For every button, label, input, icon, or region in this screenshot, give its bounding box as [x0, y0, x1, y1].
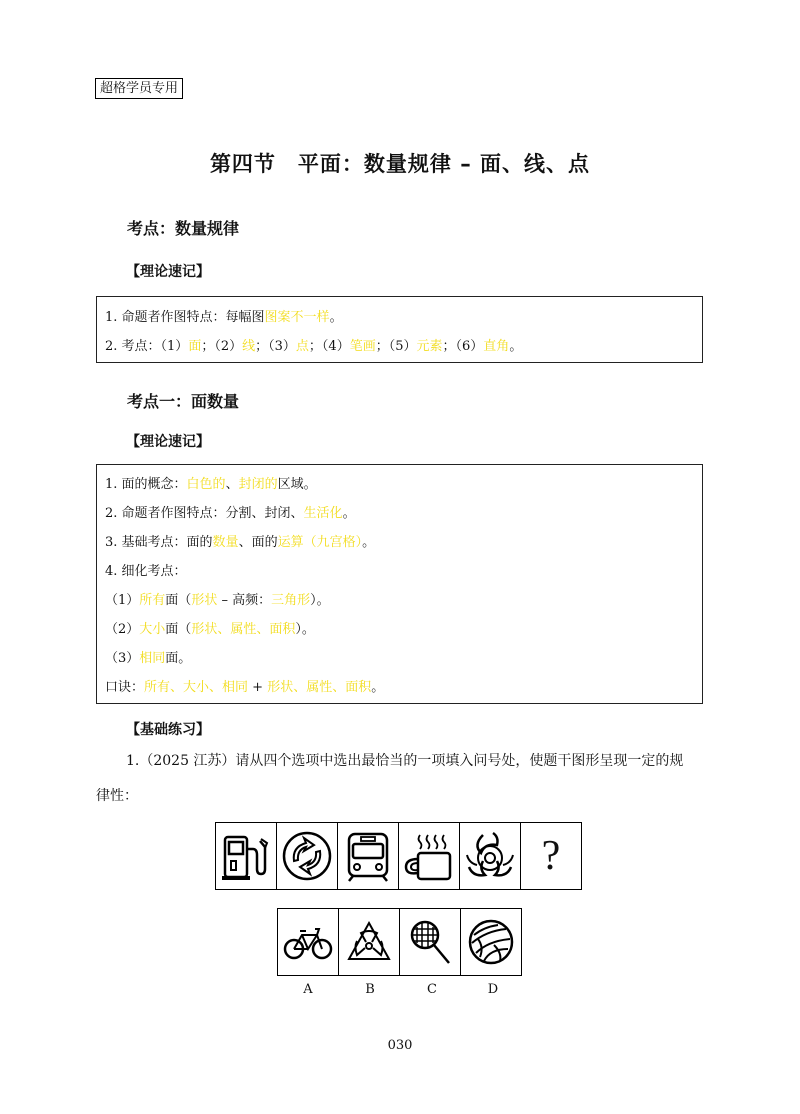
box1-line2-segment-6: ；（4）: [308, 339, 350, 354]
heading-main: 考点：数量规律: [127, 219, 240, 238]
box2-line8-segment-4: 。: [371, 680, 385, 695]
yarn-ball-icon: [464, 915, 518, 969]
option-label-d: D: [487, 982, 499, 997]
box2-line2-segment-1: 生活化: [303, 506, 343, 521]
box2-line1-segment-3: 封闭的: [238, 477, 278, 492]
box1-line2-segment-0: 2. 考点：（1）: [105, 339, 189, 354]
stem-cell-6: [521, 823, 581, 889]
box2-line7-segment-1: 相同: [139, 651, 166, 666]
option-label-a: A: [303, 982, 313, 997]
box2-line3-segment-3: 运算（九宫格）: [277, 535, 363, 550]
box2-line8-segment-2: +: [248, 680, 268, 695]
box2-line3-segment-2: 、面的: [238, 535, 278, 550]
box2-line8-segment-3: 形状、属性、面积: [267, 680, 372, 695]
page-number: 030: [387, 1038, 413, 1053]
box2-line8-segment-1: 所有、大小、相同: [144, 680, 249, 695]
heading-sub: 考点一：面数量: [127, 392, 240, 411]
box2-line-2: [105, 499, 694, 528]
section-title: 第四节 平面：数量规律 – 面、线、点: [209, 152, 591, 176]
box2-line6-segment-0: （2）: [105, 622, 140, 637]
box1-line2-segment-12: 。: [509, 339, 523, 354]
box1-line2-segment-3: 线: [242, 339, 256, 354]
box2-line7-segment-2: 面。: [165, 651, 192, 666]
box2-line5-segment-2: 面（: [165, 593, 192, 608]
badminton-racket-icon: [403, 915, 457, 969]
practice-label: 【基础练习】: [126, 722, 210, 738]
box2-line5-segment-6: ）。: [310, 593, 330, 608]
box1-line2-segment-7: 笔画: [349, 339, 376, 354]
box2-line1-segment-4: 区域。: [277, 477, 317, 492]
theory-box-1: [96, 296, 703, 363]
box2-line1-segment-1: 白色的: [186, 477, 226, 492]
box2-line2-segment-2: 。: [342, 506, 356, 521]
stem-cell-5: [460, 823, 521, 889]
box2-line6-segment-1: 大小: [139, 622, 166, 637]
answer-option-figures: [277, 908, 522, 976]
stem-cell-4: [399, 823, 460, 889]
theory-label-1: 【理论速记】: [126, 264, 210, 280]
box2-line-6: [105, 615, 694, 644]
box1-line2-segment-1: 面: [188, 339, 202, 354]
stem-cell-1: [216, 823, 277, 889]
question-text-line-2: 律性：: [96, 788, 138, 804]
train-icon: [341, 829, 395, 883]
option-cell-b[interactable]: [339, 909, 400, 975]
theory-label-2: 【理论速记】: [126, 434, 210, 450]
bicycle-icon: [281, 915, 335, 969]
hot-coffee-mug-icon: [402, 829, 456, 883]
box1-line-1: [105, 303, 694, 332]
box1-line2-segment-10: ；（6）: [442, 339, 484, 354]
box2-line5-segment-4: – 高频：: [217, 593, 272, 608]
box2-line5-segment-3: 形状: [191, 593, 218, 608]
box2-line-3: [105, 528, 694, 557]
box2-line-4: [105, 557, 694, 586]
fuel-pump-icon: [219, 829, 273, 883]
box2-line3-segment-0: 3. 基础考点：面的: [105, 535, 213, 550]
box1-line1-text: 1. 命题者作图特点：每幅图: [105, 310, 265, 325]
box1-line1-suffix: 。: [329, 310, 343, 325]
box2-line1-segment-2: 、: [225, 477, 239, 492]
radiation-icon: [342, 915, 396, 969]
watermark-stamp: 超格学员专用: [95, 78, 183, 99]
box1-line2-segment-4: ；（3）: [255, 339, 296, 354]
box2-line6-segment-2: 面（: [165, 622, 192, 637]
box2-line1-segment-0: 1. 面的概念：: [105, 477, 187, 492]
box2-line6-segment-4: ）。: [295, 622, 315, 637]
option-cell-d[interactable]: [461, 909, 521, 975]
box2-line8-segment-0: 口诀：: [105, 680, 145, 695]
theory-box-2: [96, 464, 703, 704]
question-text-line-1: 1.（2025 江苏）请从四个选项中选出最恰当的一项填入问号处，使题干图形呈现一定的规: [126, 753, 684, 769]
box2-line5-segment-1: 所有: [139, 593, 166, 608]
box1-line2-segment-5: 点: [295, 339, 309, 354]
box1-line2-segment-9: 元素: [416, 339, 443, 354]
box1-line1-highlight: 图案不一样: [264, 310, 330, 325]
box2-line-5: [105, 586, 694, 615]
box1-line-2: [105, 332, 694, 361]
option-cell-a[interactable]: [278, 909, 339, 975]
question-stem-figures: [215, 822, 582, 890]
box2-line3-segment-1: 数量: [212, 535, 239, 550]
recycle-icon: [280, 829, 334, 883]
box2-line-8: [105, 673, 694, 702]
box2-line-1: [105, 470, 694, 499]
box1-line2-segment-2: ；（2）: [201, 339, 243, 354]
box1-line2-segment-11: 直角: [483, 339, 510, 354]
box2-line3-segment-4: 。: [362, 535, 376, 550]
box2-line-7: [105, 644, 694, 673]
box2-line4-segment-0: 4. 细化考点：: [105, 564, 187, 579]
option-label-c: C: [427, 982, 437, 997]
box2-line7-segment-0: （3）: [105, 651, 140, 666]
box2-line5-segment-0: （1）: [105, 593, 140, 608]
option-label-b: B: [365, 982, 375, 997]
question-mark: ?: [541, 833, 561, 879]
biohazard-icon: [463, 829, 517, 883]
box2-line2-segment-0: 2. 命题者作图特点：分割、封闭、: [105, 506, 304, 521]
box2-line5-segment-5: 三角形: [271, 593, 311, 608]
stem-cell-2: [277, 823, 338, 889]
stem-cell-3: [338, 823, 399, 889]
option-cell-c[interactable]: [400, 909, 461, 975]
box2-line6-segment-3: 形状、属性、面积: [191, 622, 296, 637]
box1-line2-segment-8: ；（5）: [375, 339, 417, 354]
